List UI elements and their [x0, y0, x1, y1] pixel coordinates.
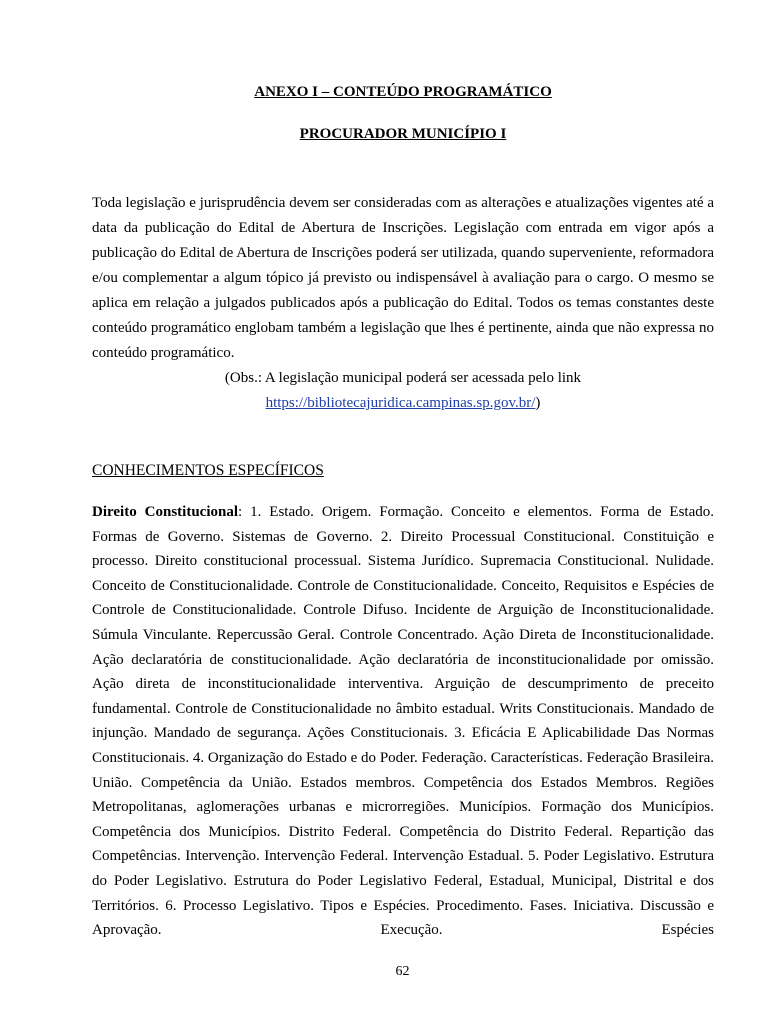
observation-text: (Obs.: A legislação municipal poderá ser acessada pelo link	[224, 370, 582, 386]
position-title: PROCURADOR MUNICÍPIO I	[299, 126, 507, 142]
section-heading: CONHECIMENTOS ESPECÍFICOS	[92, 462, 324, 479]
subject-label: Direito Constitucional	[92, 504, 238, 520]
page-number: 62	[395, 964, 410, 979]
legislation-link[interactable]: https://bibliotecajuridica.campinas.sp.gov.br/	[265, 395, 536, 411]
subject-paragraph	[92, 500, 714, 943]
document-page	[92, 82, 714, 943]
intro-paragraph: Toda legislação e jurisprudência devem ser consideradas com as alterações e atualizações vigentes até a data da publicação do Edital de Abertura de Inscrições. Legislação com entrada em vigor após a publicação do Edital de Abertura de Inscrições poderá ser utilizada, quando superveniente, reformadora e/ou complementar a algum tópico já previsto ou indispensável à avaliação para o cargo. O mesmo se aplica em relação a julgados publicados após a publicação do Edital. Todos os temas constantes deste conteúdo programático englobam também a legislação que lhes é pertinente, ainda que não expressa no conteúdo programático.	[92, 195, 714, 361]
annex-title: ANEXO I – CONTEÚDO PROGRAMÁTICO	[254, 84, 552, 100]
observation-link-line	[92, 391, 714, 416]
observation-note	[92, 366, 714, 416]
subject-content: : 1. Estado. Origem. Formação. Conceito e elementos. Forma de Estado. Formas de Governo. Sistemas de Governo. 2. Direito Processual Constitucional. Constituição e processo. Direito constitucional processual. Sistema Jurídico. Supremacia Constitucional. Nulidade. Conceito de Constitucionalidade. Controle de Constitucionalidade. Conceito, Requisitos e Espécies de Controle de Constitucionalidade. Controle Difuso. Incidente de Arguição de Inconstitucionalidade. Súmula Vinculante. Repercussão Geral. Controle Concentrado. Ação Direta de Inconstitucionalidade. Ação declaratória de constitucionalidade. Ação declaratória de inconstitucionalidade por omissão. Ação direta de inconstitucionalidade interventiva. Arguição de descumprimento de preceito fundamental. Controle de Constitucionalidade no âmbito estadual. Writs Constitucionais. Mandado de injunção. Mandado de segurança. Ações Constitucionais. 3. Eficácia E Aplicabilidade Das Normas Constitucionais. 4. Organização do Estado e do Poder. Federação. Características. Federação Brasileira. União. Competência da União. Estados membros. Competência dos Estados Membros. Regiões Metropolitanas, aglomerações urbanas e microrregiões. Municípios. Formação dos Municípios. Competência dos Municípios. Distrito Federal. Competência do Distrito Federal. Repartição das Competências. Intervenção. Intervenção Federal. Intervenção Estadual. 5. Poder Legislativo. Estrutura do Poder Legislativo. Estrutura do Poder Legislativo Federal, Estadual, Municipal, Distrital e dos Territórios. 6. Processo Legislativo. Tipos e Espécies. Procedimento. Fases. Iniciativa. Discussão e Aprovação. Execução. Espécies	[92, 504, 714, 939]
observation-close: )	[535, 395, 541, 411]
